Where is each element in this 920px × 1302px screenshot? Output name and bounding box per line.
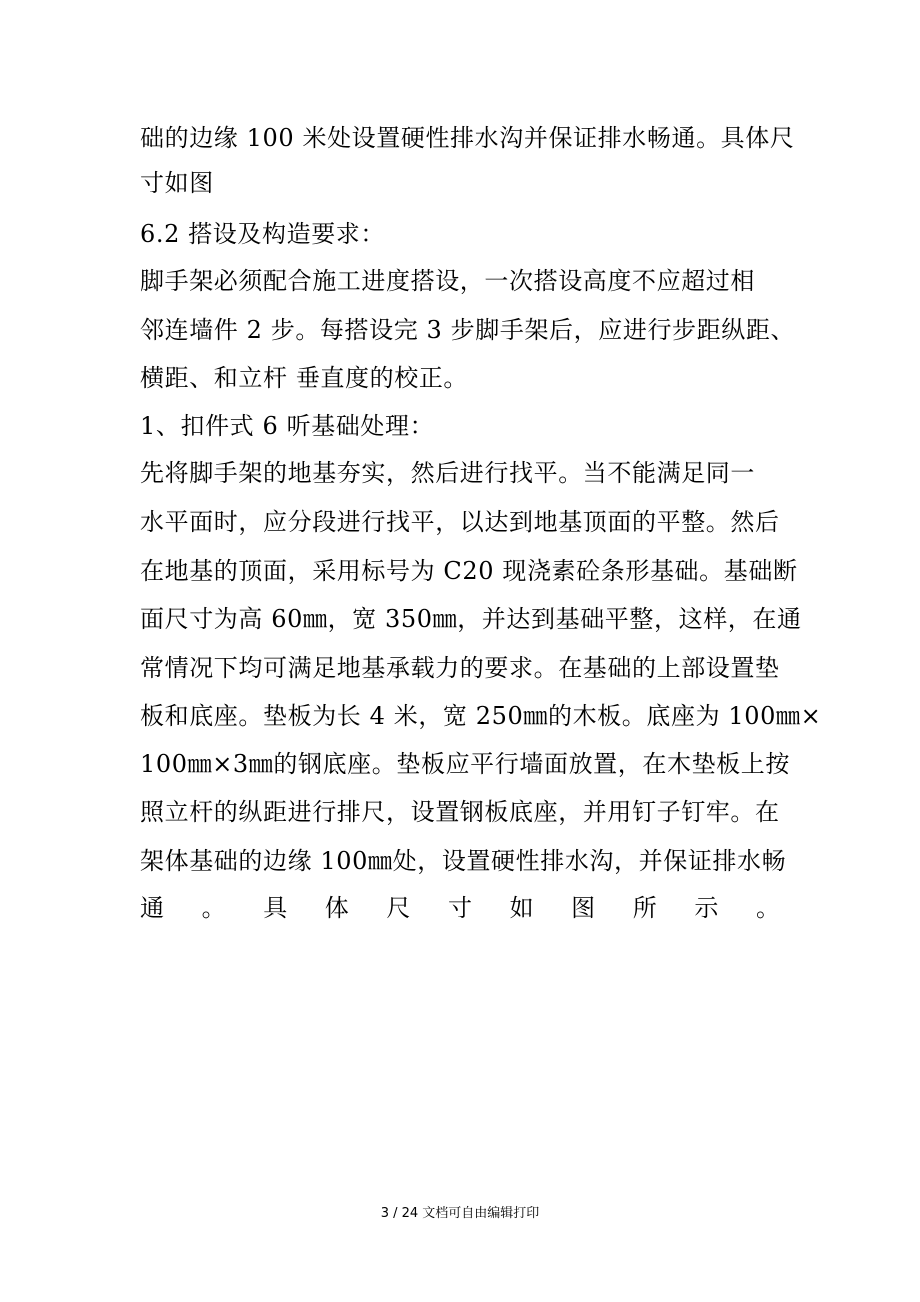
char: 具: [263, 894, 288, 922]
paragraph-line: 100㎜×3㎜的钢底座。垫板应平行墙面放置，在木垫板上按: [140, 750, 790, 778]
paragraph-line: 板和底座。垫板为长 4 米，宽 250㎜的木板。底座为 100㎜×: [140, 702, 822, 730]
char: 示: [694, 894, 719, 922]
char: 体: [324, 894, 349, 922]
paragraph-line: 横距、和立杆 垂直度的校正。: [140, 364, 469, 392]
paragraph-last-line: [140, 892, 780, 924]
paragraph-line: 面尺寸为高 60㎜，宽 350㎜，并达到基础平整，这样，在通: [140, 605, 802, 633]
paragraph-line: 常情况下均可满足地基承载力的要求。在基础的上部设置垫: [140, 654, 780, 682]
char: 如: [509, 894, 534, 922]
paragraph-line: 脚手架必须配合施工进度搭设，一次搭设高度不应超过相: [140, 267, 755, 295]
char: 。: [755, 894, 780, 922]
section-heading: 6.2 搭设及构造要求：: [140, 220, 385, 248]
paragraph-line: 础的边缘 100 米处设置硬性排水沟并保证排水畅通。具体尺: [140, 124, 795, 152]
subsection-heading: 1、扣件式 6 听基础处理：: [140, 412, 435, 440]
char: 尺: [386, 894, 411, 922]
char: 寸: [447, 894, 472, 922]
paragraph-line: 寸如图: [140, 169, 214, 197]
char: 通: [140, 894, 164, 922]
char: 。: [201, 894, 226, 922]
paragraph-line: 在地基的顶面，采用标号为 C20 现浇素砼条形基础。基础断: [140, 557, 798, 585]
paragraph-line: 照立杆的纵距进行排尺，设置钢板底座，并用钉子钉牢。在: [140, 798, 780, 826]
paragraph-line: 先将脚手架的地基夯实，然后进行找平。当不能满足同一: [140, 459, 755, 487]
paragraph-line: 水平面时，应分段进行找平，以达到地基顶面的平整。然后: [140, 508, 780, 536]
paragraph-line: 邻连墙件 2 步。每搭设完 3 步脚手架后，应进行步距纵距、: [140, 316, 796, 344]
paragraph-line: 架体基础的边缘 100㎜处，设置硬性排水沟，并保证排水畅: [140, 847, 787, 875]
page-footer: 3 / 24 文档可自由编辑打印: [380, 1206, 540, 1221]
char: 所: [632, 894, 657, 922]
char: 图: [571, 894, 596, 922]
